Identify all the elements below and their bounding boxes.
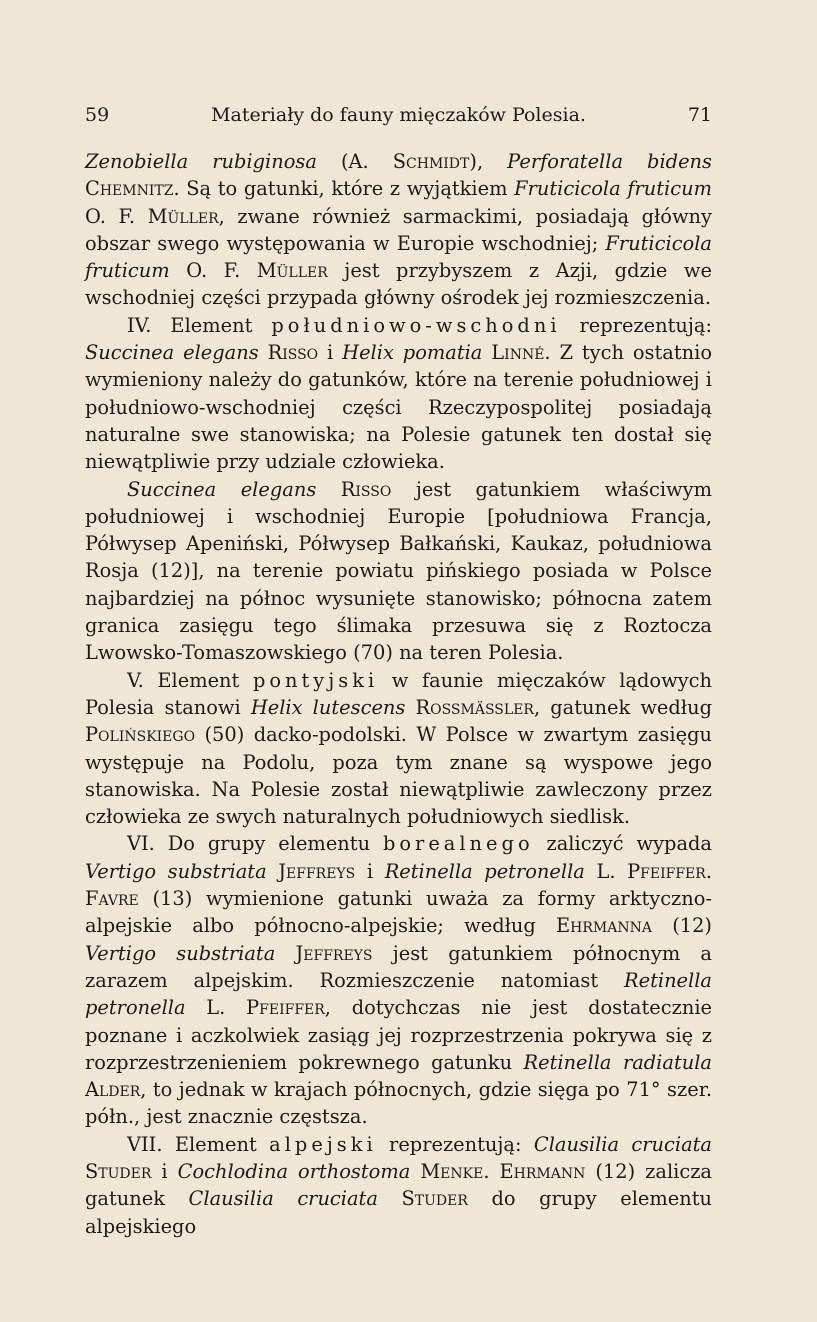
running-title: Materiały do fauny mięczaków Polesia. [211, 104, 586, 126]
paragraph-element-vii: VII. Element alpejski reprezentują: Clausilia cruciata Studer i Cochlodina orthostoma Menke. Ehrmann (12) zalicza gatunek Clausilia cruciata Studer do grupy elementu alpejskiego [85, 1132, 713, 1238]
paragraph-element-vi: VI. Do grupy elementu borealnego zaliczyć wypada Vertigo substriata Jeffreys i Retinella petronella L. Pfeiffer. Favre (13) wymienione gatunki uważa za formy arktyczno-alpejskie albo północno-alpejskie; według Ehrmanna (12) Vertigo substriata Jeffreys jest gatunkiem północnym a zarazem alpejskim. Rozmieszczenie natomiast Retinella petronella L. Pfeiffer, dotychczas nie jest dostatecznie poznane i aczkolwiek zasiąg jej rozprzestrzenia pokrywa się z rozprzestrzenieniem pokrewnego gatunku Retinella radiatula Alder, to jednak w krajach północnych, gdzie sięga po 71° szer. półn., jest znacznie częstsza. [85, 832, 712, 1129]
paragraph-sarmatian: Zenobiella rubiginosa (A. Schmidt), Perforatella bidens Chemnitz. Są to gatunki, które z wyjątkiem Fruticicola fruticum O. F. Müller, zwane również sarmackimi, posiadają główny obszar swego występowania w Europie wschodniej; Fruticicola fruticum O. F. Müller jest przybyszem z Azji, gdzie we wschodniej części przypada główny ośrodek jej rozmieszczenia. [85, 150, 712, 310]
body-text [85, 148, 712, 1240]
paragraph-element-iv: IV. Element południowo-wschodni reprezentują: Succinea elegans Risso i Helix pomatia Linné. Z tych ostatnio wymieniony należy do gatunków, które na terenie południowej i południowo-wschodniej części Rzeczypospolitej posiadają naturalne swe stanowiska; na Polesie gatunek ten dostał się niewątpliwie przy udziale człowieka. [85, 313, 712, 474]
paragraph-element-v: V. Element pontyjski w faunie mięczaków lądowych Polesia stanowi Helix lutescens Rossmässler, gatunek według Polińskiego (50) dacko-podolski. W Polsce w zwartym zasięgu występuje na Podolu, poza tym znane są wyspowe jego stanowiska. Na Polesie został niewątpliwie zawleczony przez człowieka ze swych naturalnych południowych siedlisk. [85, 668, 713, 829]
page-number-left: 59 [85, 104, 110, 126]
page-number-right: 71 [687, 104, 712, 126]
running-header [85, 104, 712, 134]
paragraph-succinea: Succinea elegans Risso jest gatunkiem właściwym południowej i wschodniej Europie [południowa Francja, Półwysep Apeniński, Półwysep Bałkański, Kaukaz, południowa Rosja (12)], na terenie powiatu pińskiego posiada w Polsce najbardziej na północ wysunięte stanowisko; północna zatem granica zasięgu tego ślimaka przesuwa się z Roztocza Lwowsko-Tomaszowskiego (70) na teren Polesia. [85, 477, 712, 665]
